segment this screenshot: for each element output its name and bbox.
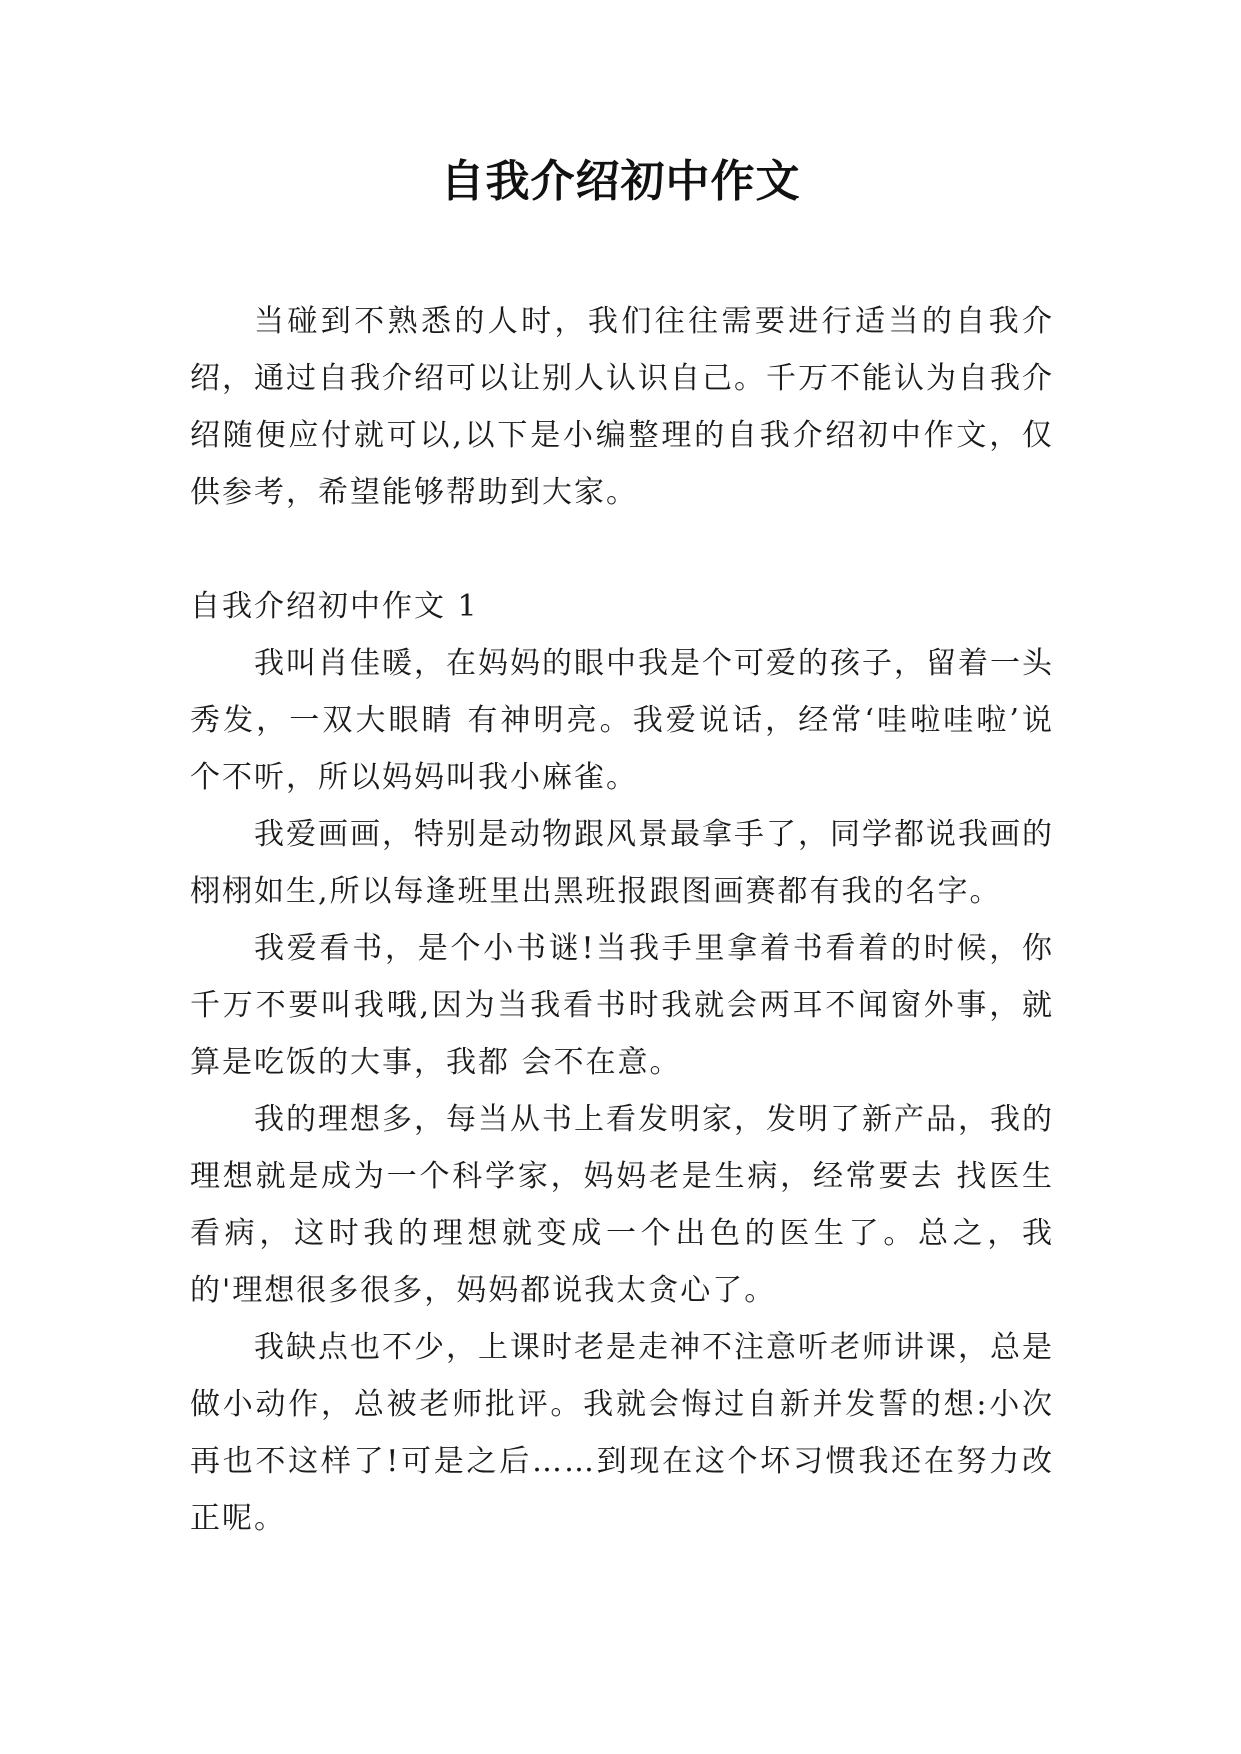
essay-section xyxy=(190,578,1054,1547)
intro-paragraph: 当碰到不熟悉的人时，我们往往需要进行适当的自我介绍，通过自我介绍可以让别人认识自己。千万不能认为自我介绍随便应付就可以,以下是小编整理的自我介绍初中作文，仅供参考，希望能够帮助到大家。 xyxy=(190,304,1054,510)
essay-paragraph: 我爱看书，是个小书谜!当我手里拿着书看着的时候，你千万不要叫我哦,因为当我看书时我就会两耳不闻窗外事，就算是吃饭的大事，我都 会不在意。 xyxy=(190,931,1054,1080)
essay-paragraph: 我缺点也不少，上课时老是走神不注意听老师讲课，总是做小动作，总被老师批评。我就会悔过自新并发誓的想:小次再也不这样了!可是之后……到现在这个坏习惯我还在努力改正呢。 xyxy=(190,1330,1054,1536)
section-title: 自我介绍初中作文 1 xyxy=(190,589,479,624)
document-title: 自我介绍初中作文 xyxy=(440,156,801,207)
essay-paragraph: 我爱画画，特别是动物跟风景最拿手了，同学都说我画的栩栩如生,所以每逢班里出黑班报跟图画赛都有我的名字。 xyxy=(190,817,1054,909)
essay-paragraph: 我的理想多，每当从书上看发明家，发明了新产品，我的理想就是成为一个科学家，妈妈老是生病，经常要去 找医生看病，这时我的理想就变成一个出色的医生了。总之，我的'理想很多很多，妈妈都说我太贪心了。 xyxy=(190,1102,1054,1308)
essay-paragraph: 我叫肖佳暖，在妈妈的眼中我是个可爱的孩子，留着一头秀发，一双大眼睛 有神明亮。我爱说话，经常‘哇啦哇啦’说个不听，所以妈妈叫我小麻雀。 xyxy=(190,646,1054,795)
intro-block xyxy=(190,293,1054,521)
